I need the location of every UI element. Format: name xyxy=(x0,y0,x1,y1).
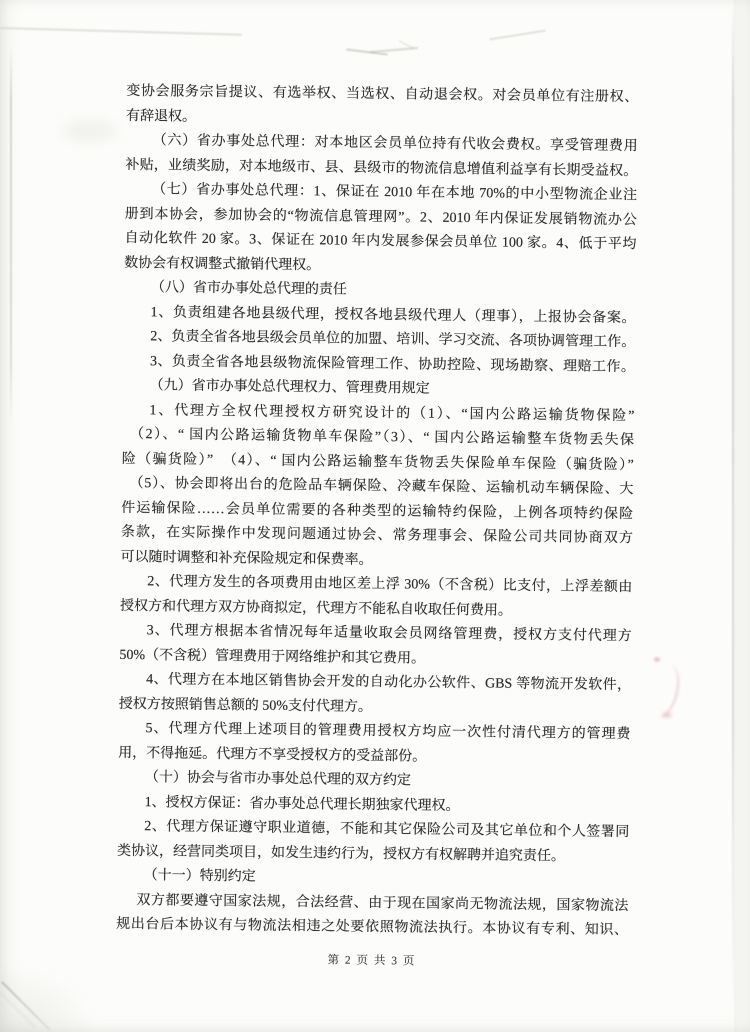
pencil-mark-top-center xyxy=(399,40,414,49)
text-line: （十）协会与省市办事处总代理的双方约定 xyxy=(144,770,411,789)
scan-crease-right-shade xyxy=(734,0,750,1032)
text-line: 5、代理方代理上述项目的管理费用授权方均应一次性付清代理方的管理费 xyxy=(145,721,631,743)
text-line: 类协议，经营同类项目，如发生违约行为，授权方有权解聘并追究责任。 xyxy=(116,843,566,864)
page-number: 第 2 页 共 3 页 xyxy=(327,953,416,968)
paper-edge-shadow-left xyxy=(10,46,12,424)
text-line: 2、负责全省各地县级会员单位的加盟、培训、学习交流、各项协调管理工作。 xyxy=(150,329,636,351)
scan-crease-bottom-left xyxy=(0,992,36,1028)
text-line: （九）省市办事处总代理权力、管理费用规定 xyxy=(149,378,430,397)
stamp-bleed-mark xyxy=(662,712,672,718)
scan-streak-top-right xyxy=(489,30,546,40)
text-line: 4、代理方在本地区销售协会开发的自动化办公软件、GBS 等物流开发软件， xyxy=(146,672,632,694)
text-line: 可以随时调整和补充保险规定和保费率。 xyxy=(120,549,373,568)
text-line: 2、代理方发生的各项费用由地区差上浮 30%（不含税）比支付，上浮差额由 xyxy=(147,574,633,596)
text-line: 2、代理方保证遵守职业道德，不能和其它保险公司及其它单位和个人签署同 xyxy=(144,819,630,841)
stamp-bleed-mark xyxy=(654,657,660,662)
text-line: 补贴，业绩奖励，对本地级市、县、县级市的物流信息增值利益享有长期受益权。 xyxy=(125,157,638,179)
pencil-mark-top-center xyxy=(346,48,388,55)
text-line: 1、代理方全权代理授权方研究设计的（1）、“国内公路运输货物保险” xyxy=(149,402,635,424)
text-line: 双方都要遵守国家法规，合法经营、由于现在国家尚无物流法规，国家物流法 xyxy=(136,892,629,914)
text-line: 授权方按照销售总额的 50%支付代理方。 xyxy=(118,696,373,715)
text-line: 1、负责组建各地县级代理，授权各地县级代理人（理事），上报协会备案。 xyxy=(150,304,636,326)
scan-crease-bottom-left xyxy=(1,981,50,1030)
text-line: （八）省市办事处总代理的责任 xyxy=(150,280,347,298)
text-line: 规出台后本协议有与物流法相违之处要依照物流法执行。本协议有专利、知识、 xyxy=(116,916,629,939)
document-text-block xyxy=(116,80,639,973)
text-line: 3、负责全省各地县级物流保险管理工作、协助控险、现场勘察、理赔工作。 xyxy=(149,353,636,375)
text-line: 件运输保险……会员单位需要的各种类型的运输特约保险，上例各项特约保险 xyxy=(121,500,634,522)
scan-crease-top-left xyxy=(0,27,242,35)
text-line: （5）、协会即将出台的危险品车辆保险、冷藏车保险、运输机动车辆保险、大 xyxy=(129,475,634,498)
text-line: （七）省办事处总代理：1、保证在 2010 年在本地 70%的中小型物流企业注 xyxy=(152,182,638,204)
scan-shadow-bottom-left xyxy=(0,955,110,1032)
text-line: 用，不得拖延。代理方不享受授权方的受益部份。 xyxy=(118,745,427,765)
text-line: 条款，在实际操作中发现问题通过协会、常务理事会、保险公司共同协商双方 xyxy=(120,524,633,547)
text-line: 自动化软件 20 家。3、保证在 2010 年内发展参保会员单位 100 家。4、低于平均 xyxy=(124,230,637,253)
text-line: （十一）特别约定 xyxy=(143,868,256,885)
text-line: （2）、“ 国内公路运输货物单车保险”（3）、“ 国内公路运输整车货物丢失保 xyxy=(130,426,635,449)
text-line: 50%（不含税）管理费用于网络维护和其它费用。 xyxy=(119,647,426,667)
scan-crease-right xyxy=(732,0,734,1012)
text-line: 险（骗货险）” （4）、“ 国内公路运输整车货物丢失保险单车保险（骗货险）” xyxy=(121,451,634,473)
text-line: 授权方和代理方双方协商拟定，代理方不能私自收取任何费用。 xyxy=(119,598,513,619)
pencil-mark-top-center xyxy=(370,47,418,53)
text-line: （六）省办事处总代理：对本地区会员单位持有代收会费权。享受管理费用 xyxy=(152,133,638,155)
text-line: 有辞退权。 xyxy=(125,108,197,125)
text-line: 变协会服务宗旨提议、有选举权、当选权、自动退会权。对会员单位有注册权、 xyxy=(126,83,639,106)
text-line: 3、代理方根据本省情况每年适量收取会员网络管理费，授权方支付代理方 xyxy=(146,623,632,645)
text-lines xyxy=(116,80,638,944)
text-line: 册到本协会，参加协会的“物流信息管理网”。2、2010 年内保证发展销物流办公 xyxy=(124,206,637,228)
stamp-bleed-mark xyxy=(644,661,684,720)
text-line: 1、授权方保证：省办事处总代理长期独家代理权。 xyxy=(144,794,460,814)
scan-smudge-left xyxy=(62,120,117,142)
text-line: 数协会有权调整式撤销代理权。 xyxy=(124,255,321,273)
